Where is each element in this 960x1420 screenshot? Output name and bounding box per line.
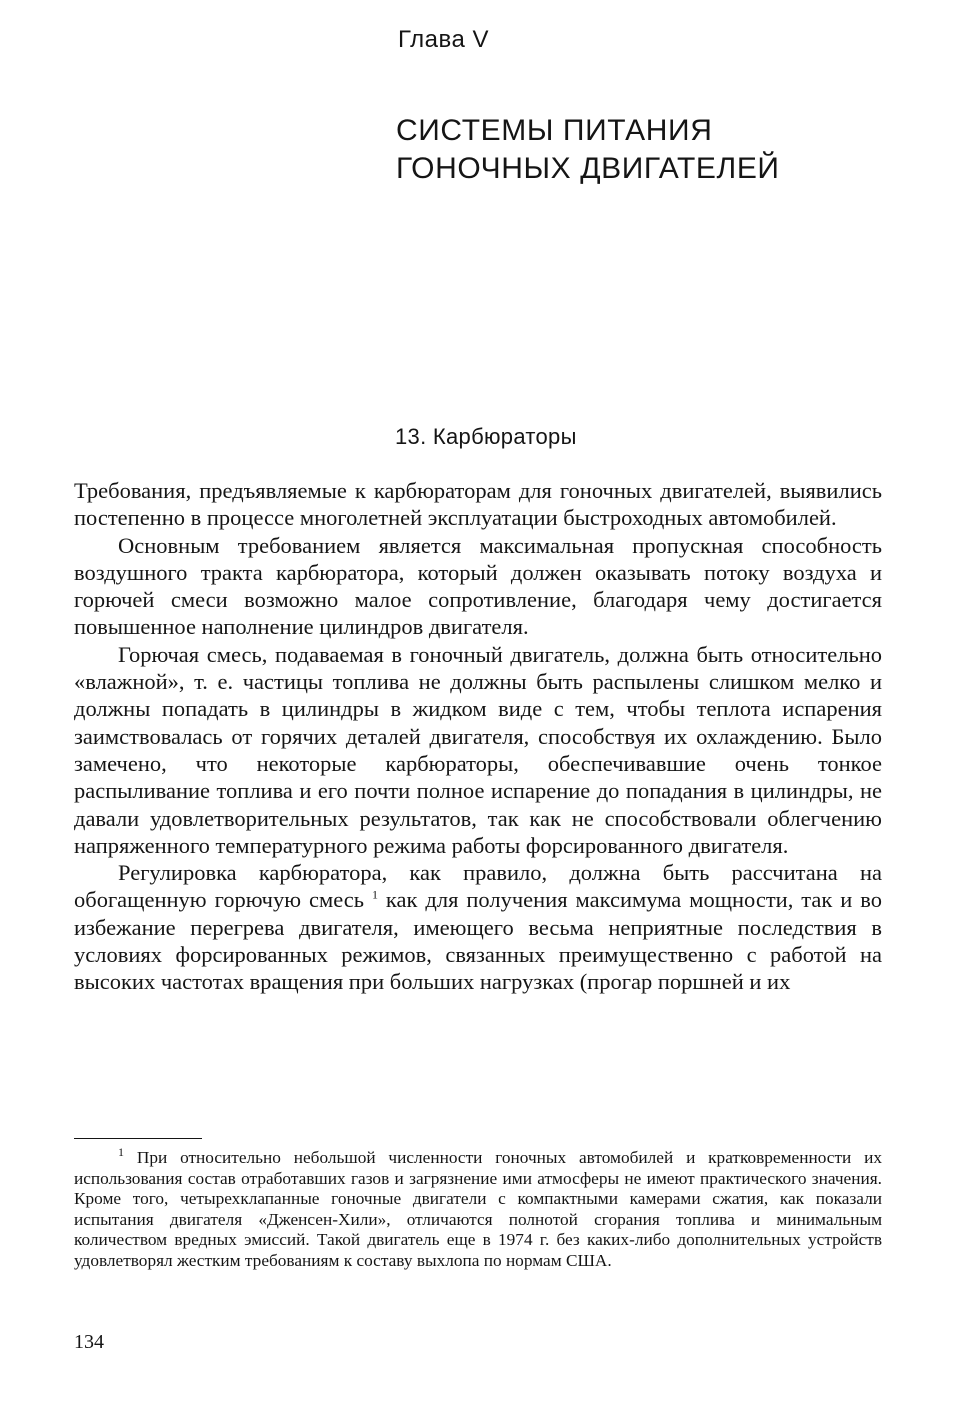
paragraph-4-start: Регулировка карбюратора, как правило, должна быть рассчитана на обогащенную горючую смесь: [74, 860, 882, 913]
chapter-label: Глава V: [398, 26, 490, 53]
chapter-title-line-2: ГОНОЧНЫХ ДВИГАТЕЛЕЙ: [396, 152, 780, 185]
footnote-reference[interactable]: 1: [371, 887, 378, 902]
section-heading: 13. Карбюраторы: [395, 424, 577, 449]
footnote-divider: [74, 1138, 202, 1139]
paragraph-3: Горючая смесь, подаваемая в гоночный двигатель, должна быть относительно «влажной», т. е. частицы топлива не должны быть распылены слишком мелко и должны попадать в цилиндры в жидком виде с тем, чтобы теплота испарения заимствовалась от горячих деталей двигателя, способствуя их охлаждению. Было замечено, что некоторые карбюраторы, обеспечивавшие очень тонкое распыливание топлива и его почти полное испарение до попадания в цилиндры, не давали удовлетворительных результатов, так как не способствовали облегчению напряженного температурного режима работы форсированного двигателя.: [74, 641, 882, 858]
chapter-title-line-1: СИСТЕМЫ ПИТАНИЯ: [396, 114, 713, 147]
footnote-text: При относительно небольшой численности гоночных автомобилей и кратковременности их использования состав отработавших газов и загрязнение ими атмосферы не имеют практического значения. Кроме того, четырехклапанные гоночные двигатели с компактными камерами сжатия, как показали испытания двигателя «Дженсен-Хили», отличаются полнотой сгорания топлива и минимальным количеством вредных эмиссий. Такой двигатель еще в 1974 г. без каких-либо дополнительных устройств удовлетворял жестким требованиям к составу выхлопа по нормам США.: [74, 1148, 882, 1270]
footnote-number: 1: [118, 1145, 124, 1160]
paragraph-2: Основным требованием является максимальная пропускная способность воздушного тракта карбюратора, который должен оказывать потоку воздуха и горючей смеси возможно малое сопротивление, благодаря чему достигается повышенное наполнение цилиндров двигателя.: [74, 532, 882, 640]
footnotes: [74, 1145, 882, 1272]
paragraph-4: [74, 859, 882, 995]
body-text: [74, 477, 882, 996]
paragraph-1: Требования, предъявляемые к карбюраторам для гоночных двигателей, выявились постепенно в процессе многолетней эксплуатации быстроходных автомобилей.: [74, 478, 882, 531]
footnote-1: [74, 1145, 882, 1272]
chapter-title: [396, 112, 780, 188]
paragraph-4-end: как для получения максимума мощности, так и во избежание перегрева двигателя, имеющего весьма неприятные последствия в условиях форсированных режимов, связанных преимущественно с работой на высоких частотах вращения при больших нагрузках (прогар поршней и их: [74, 887, 882, 995]
page-number: 134: [74, 1331, 104, 1353]
